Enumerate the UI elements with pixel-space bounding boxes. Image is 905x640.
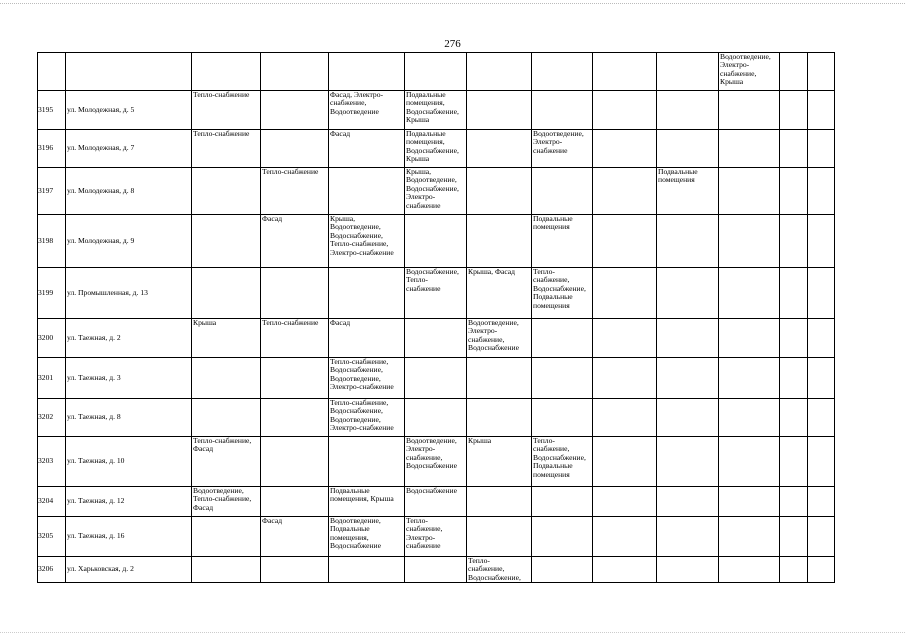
work-cell	[780, 557, 808, 583]
table-row	[38, 130, 835, 168]
work-cell	[329, 168, 405, 215]
building-address: ул. Молодежная, д. 5	[66, 91, 192, 130]
work-cell	[780, 487, 808, 517]
work-cell	[657, 517, 719, 557]
work-cell	[808, 358, 835, 399]
work-cell: Тепло-снабжение, Фасад	[192, 437, 261, 487]
work-cell	[657, 437, 719, 487]
work-cell	[467, 399, 532, 437]
work-cell	[261, 268, 329, 319]
work-cell	[780, 53, 808, 91]
building-address: ул. Промышленная, д. 13	[66, 268, 192, 319]
work-cell: Крыша	[467, 437, 532, 487]
work-cell	[780, 91, 808, 130]
table-row	[38, 517, 835, 557]
building-address: ул. Таежная, д. 2	[66, 319, 192, 358]
building-address: ул. Молодежная, д. 7	[66, 130, 192, 168]
page-number: 276	[444, 38, 461, 50]
work-cell	[593, 130, 657, 168]
work-cell	[467, 130, 532, 168]
work-cell	[467, 517, 532, 557]
work-cell	[808, 130, 835, 168]
work-cell	[261, 53, 329, 91]
work-cell	[593, 268, 657, 319]
work-cell	[192, 358, 261, 399]
work-cell	[657, 358, 719, 399]
work-cell	[780, 268, 808, 319]
work-cell	[261, 399, 329, 437]
building-number: 3203	[38, 437, 66, 487]
work-cell	[719, 319, 780, 358]
work-cell: Крыша, Водоотведение, Водоснабжение, Электро- снабжение	[405, 168, 467, 215]
building-address: ул. Молодежная, д. 9	[66, 215, 192, 268]
scan-edge-top	[0, 3, 905, 4]
work-cell	[657, 268, 719, 319]
work-cell	[329, 268, 405, 319]
work-cell	[719, 399, 780, 437]
work-cell	[405, 557, 467, 583]
table-row	[38, 399, 835, 437]
building-number: 3195	[38, 91, 66, 130]
building-address: ул. Таежная, д. 16	[66, 517, 192, 557]
work-cell	[593, 319, 657, 358]
work-cell	[719, 517, 780, 557]
work-cell	[532, 91, 593, 130]
work-cell	[532, 358, 593, 399]
work-cell: Подвальные помещения	[532, 215, 593, 268]
work-cell: Тепло-снабжение	[261, 168, 329, 215]
work-cell: Тепло-снабжение	[192, 130, 261, 168]
work-cell	[808, 437, 835, 487]
work-cell	[192, 517, 261, 557]
work-cell	[657, 215, 719, 268]
work-cell: Подвальные помещения, Крыша	[329, 487, 405, 517]
work-cell	[657, 319, 719, 358]
building-address: ул. Харьковская, д. 2	[66, 557, 192, 583]
work-cell	[593, 399, 657, 437]
work-cell	[719, 268, 780, 319]
work-cell: Подвальные помещения, Водоснабжение, Крыша	[405, 91, 467, 130]
work-cell	[593, 517, 657, 557]
work-cell	[780, 168, 808, 215]
work-cell	[657, 130, 719, 168]
work-cell	[780, 437, 808, 487]
work-cell	[467, 168, 532, 215]
table-row	[38, 358, 835, 399]
work-cell	[657, 53, 719, 91]
work-cell	[261, 91, 329, 130]
work-cell	[405, 53, 467, 91]
work-cell: Крыша	[192, 319, 261, 358]
work-cell	[405, 358, 467, 399]
work-cell: Тепло-снабжение, Водоснабжение, Водоотведение, Электро-снабжение	[329, 399, 405, 437]
work-cell: Тепло- снабжение, Водоснабжение, Подвальные помещения	[532, 437, 593, 487]
work-cell: Водоотведение, Электро- снабжение	[532, 130, 593, 168]
work-cell	[719, 91, 780, 130]
building-number: 3198	[38, 215, 66, 268]
work-cell	[808, 268, 835, 319]
work-cell	[657, 487, 719, 517]
work-cell	[192, 215, 261, 268]
building-number: 3200	[38, 319, 66, 358]
work-cell: Тепло- снабжение, Водоснабжение,	[467, 557, 532, 583]
work-cell	[329, 437, 405, 487]
work-cell	[719, 557, 780, 583]
work-cell	[532, 399, 593, 437]
work-cell: Тепло- снабжение, Электро- снабжение	[405, 517, 467, 557]
work-cell	[808, 91, 835, 130]
work-cell: Фасад	[329, 319, 405, 358]
table-row	[38, 437, 835, 487]
work-cell: Фасад	[261, 517, 329, 557]
work-cell: Подвальные помещения, Водоснабжение, Крыша	[405, 130, 467, 168]
work-cell	[593, 168, 657, 215]
table-row	[38, 215, 835, 268]
work-cell	[780, 399, 808, 437]
work-cell	[719, 437, 780, 487]
work-cell: Подвальные помещения	[657, 168, 719, 215]
work-cell	[593, 91, 657, 130]
table-row	[38, 91, 835, 130]
work-cell: Водоснабжение, Тепло- снабжение	[405, 268, 467, 319]
building-address	[66, 53, 192, 91]
work-cell	[192, 268, 261, 319]
work-cell	[532, 53, 593, 91]
work-cell	[467, 487, 532, 517]
work-cell	[192, 168, 261, 215]
work-cell	[808, 319, 835, 358]
building-address: ул. Таежная, д. 8	[66, 399, 192, 437]
work-cell	[719, 168, 780, 215]
work-cell	[593, 358, 657, 399]
work-cell: Водоотведение, Электро- снабжение, Водоснабжение	[405, 437, 467, 487]
work-cell	[261, 130, 329, 168]
work-cell	[532, 168, 593, 215]
table-row	[38, 557, 835, 583]
work-cell	[808, 215, 835, 268]
table-row	[38, 53, 835, 91]
building-address: ул. Таежная, д. 3	[66, 358, 192, 399]
building-number: 3197	[38, 168, 66, 215]
work-cell	[192, 399, 261, 437]
work-cell	[261, 487, 329, 517]
work-cell	[261, 358, 329, 399]
work-cell	[808, 53, 835, 91]
work-cell	[261, 557, 329, 583]
work-cell	[467, 215, 532, 268]
work-cell	[593, 437, 657, 487]
works-schedule-table	[37, 52, 835, 583]
work-cell	[657, 91, 719, 130]
work-cell	[532, 517, 593, 557]
work-cell: Водоотведение, Тепло-снабжение, Фасад	[192, 487, 261, 517]
work-cell: Водоотведение, Электро- снабжение, Водоснабжение	[467, 319, 532, 358]
work-cell	[657, 399, 719, 437]
work-cell	[329, 557, 405, 583]
work-cell	[593, 53, 657, 91]
table-row	[38, 268, 835, 319]
work-cell	[593, 215, 657, 268]
scan-edge-bottom	[0, 632, 905, 633]
work-cell	[808, 557, 835, 583]
work-cell	[780, 130, 808, 168]
work-cell: Крыша, Водоотведение, Водоснабжение, Тепло-снабжение, Электро-снабжение	[329, 215, 405, 268]
work-cell	[780, 215, 808, 268]
building-number: 3196	[38, 130, 66, 168]
table-row	[38, 319, 835, 358]
work-cell: Водоотведение, Подвальные помещения, Водоснабжение	[329, 517, 405, 557]
work-cell	[808, 487, 835, 517]
work-cell	[593, 557, 657, 583]
building-address: ул. Таежная, д. 12	[66, 487, 192, 517]
work-cell	[808, 399, 835, 437]
building-number	[38, 53, 66, 91]
work-cell	[192, 53, 261, 91]
work-cell	[780, 319, 808, 358]
work-cell	[532, 487, 593, 517]
work-cell	[719, 215, 780, 268]
work-cell	[329, 53, 405, 91]
work-cell	[780, 517, 808, 557]
building-number: 3199	[38, 268, 66, 319]
work-cell: Фасад	[261, 215, 329, 268]
building-number: 3206	[38, 557, 66, 583]
work-cell: Фасад, Электро- снабжение, Водоотведение	[329, 91, 405, 130]
building-address: ул. Таежная, д. 10	[66, 437, 192, 487]
work-cell	[261, 437, 329, 487]
work-cell	[532, 319, 593, 358]
work-cell: Тепло-снабжение	[261, 319, 329, 358]
building-number: 3202	[38, 399, 66, 437]
building-number: 3201	[38, 358, 66, 399]
work-cell	[808, 517, 835, 557]
table-row	[38, 487, 835, 517]
work-cell	[593, 487, 657, 517]
work-cell: Тепло- снабжение, Водоснабжение, Подвальные помещения	[532, 268, 593, 319]
work-cell: Фасад	[329, 130, 405, 168]
work-cell	[467, 358, 532, 399]
work-cell	[405, 319, 467, 358]
work-cell	[405, 399, 467, 437]
work-cell: Тепло-снабжение, Водоснабжение, Водоотведение, Электро-снабжение	[329, 358, 405, 399]
work-cell	[719, 358, 780, 399]
work-cell	[405, 215, 467, 268]
work-cell: Водоснабжение	[405, 487, 467, 517]
work-cell	[467, 53, 532, 91]
table-row	[38, 168, 835, 215]
work-cell: Крыша, Фасад	[467, 268, 532, 319]
work-cell	[719, 130, 780, 168]
building-number: 3204	[38, 487, 66, 517]
work-cell	[808, 168, 835, 215]
work-cell: Тепло-снабжение	[192, 91, 261, 130]
work-cell	[467, 91, 532, 130]
building-address: ул. Молодежная, д. 8	[66, 168, 192, 215]
work-cell	[780, 358, 808, 399]
building-number: 3205	[38, 517, 66, 557]
work-cell	[719, 487, 780, 517]
work-cell: Водоотведение, Электро- снабжение, Крыша	[719, 53, 780, 91]
work-cell	[192, 557, 261, 583]
work-cell	[657, 557, 719, 583]
work-cell	[532, 557, 593, 583]
